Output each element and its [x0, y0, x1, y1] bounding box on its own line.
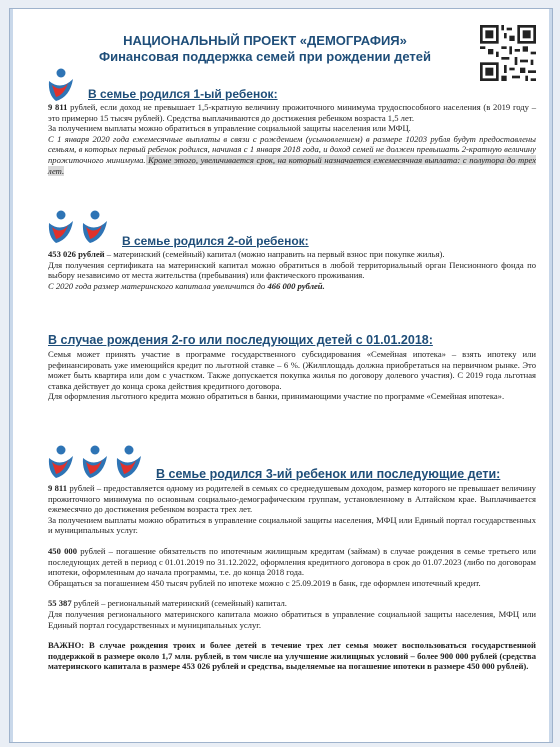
section4-p2: За получением выплаты можно обратиться в управление социальной защиты населения, МФЦ или Единый портал государственных и муниципальных услуг. — [48, 514, 536, 536]
section4-p3: рублей – погашение обязательств по ипотечным жилищным кредитам (займам) в случае рождения в семье третьего или последующих детей в период с 01.01.2019 по 31.12.2022, оформления кредитного договора в срок до 01.07.2023 (либо по договорам ипотеки, оформленным до начала программы, т.е. до конца 2018 года. — [48, 545, 536, 578]
demography-logo-triple-icon — [46, 444, 146, 480]
section1-p3a: С 1 января 2020 года ежемесячные выплаты в связи с рождением (усыновлением) в размере 10203 рубля будут предоставлены семьям, в которых первый ребенок родился, начиная с 1 января 2018 года, и доход семей не должен превышать 2-кратную величину прожиточного минимума. — [48, 133, 536, 165]
document-page — [9, 8, 553, 743]
section1-body — [48, 102, 536, 176]
section2-p1: – материнский (семейный) капитал (можно направить на первый взнос при покупке жилья). — [104, 249, 445, 259]
section1-p2: За получением выплаты можно обратиться в управление социальной защиты населения или МФЦ. — [48, 123, 411, 134]
section4-amount3: 55 387 — [48, 598, 72, 609]
section4-amount2: 450 000 — [48, 545, 77, 556]
section4-p6: Для получения регионального материнского капитала можно обратиться в управление социальной защиты населения, МФЦ или Единый портал государственных и муниципальных услуг. — [48, 608, 536, 630]
section3-body — [48, 349, 536, 402]
section4-amount1: 9 811 — [48, 483, 68, 493]
section1-p3b: Кроме этого, увеличивается срок, на который назначается ежемесячная выплата: с полутора до трех лет. — [48, 154, 537, 176]
section4-important: ВАЖНО: В случае рождения троих и более детей в течение трех лет семья может воспользоваться государственной поддержкой в размере около 1,7 млн. рублей, в том числе на улучшение жилищных условий – более 900 000 рублей (средства материнского капитала в размере 453 026 рублей и средства, выделяемые на погашение ипотеки в размере 450 000 рублей). — [48, 640, 536, 672]
section2-amount: 453 026 рублей — [48, 249, 105, 259]
section1-heading: В семье родился 1-ый ребенок: — [88, 87, 278, 101]
section2-p3a: С 2020 года размер материнского капитала увеличится до — [48, 280, 268, 291]
section4-p5: рублей – региональный материнский (семейный) капитал. — [71, 598, 287, 609]
section3-p2: Для оформления льготного кредита можно обратиться в банки, принимающими участие по программе «Семейная ипотека». — [48, 391, 505, 402]
section4-p1: рублей – предоставляется одному из родителей в семьях со среднедушевым доходом, размер которого не превышает величину прожиточного минимума по основным социально-демографическим группам, установленному в Алтайском крае. Выплачивается ежемесячно до достижения ребенком возраста трех лет. — [48, 483, 536, 515]
demography-logo-double-icon — [46, 209, 112, 245]
section4-body — [48, 483, 536, 672]
section1-p1: рублей, если доход не превышает 1,5-кратную величину прожиточного минимума трудоспособного населения (в 2019 году – это примерно 15 тысяч рублей). Средства выплачиваются до достижения ребенком возраста 1,5 лет. — [48, 102, 536, 123]
section2-heading: В семье родился 2-ой ребенок: — [122, 234, 309, 248]
section2-p2: Для получения сертификата на материнский капитал можно обратиться в любой территориальный орган Пенсионного фонда по выбору независимо от места жительства (пребывания) или фактического проживания. — [48, 259, 536, 281]
section4-p4: Обращаться за погашением 450 тысяч рублей по ипотеке можно с 25.09.2019 в банк, где оформлен ипотечный кредит. — [48, 577, 481, 588]
section1-amount: 9 811 — [48, 102, 68, 112]
section2-p3b: 466 000 рублей. — [267, 280, 325, 291]
section3-p1: Семья может принять участие в программе государственного субсидирования «Семейная ипотека» – взять ипотеку или рефинансировать уже имеющийся кредит по льготной ставке – 6 %. (Жилплощадь должна приобретаться на первичном рынке. Это может быть квартира или дом с участком. Также допускается покупка жилья по договору долевого участия). С 2019 года льготная ставка действует до конца срока действия кредитного договора. — [48, 349, 536, 391]
section2-body — [48, 249, 536, 291]
section3-heading: В случае рождения 2-го или последующих детей с 01.01.2018: — [48, 333, 433, 347]
document-title: НАЦИОНАЛЬНЫЙ ПРОЕКТ «ДЕМОГРАФИЯ» — [123, 33, 407, 48]
document-subtitle: Финансовая поддержка семей при рождении детей — [98, 49, 432, 64]
demography-logo-icon — [46, 67, 76, 103]
qr-code-icon — [480, 25, 536, 81]
section4-heading: В семье родился 3-ий ребенок или последующие дети: — [156, 467, 501, 481]
